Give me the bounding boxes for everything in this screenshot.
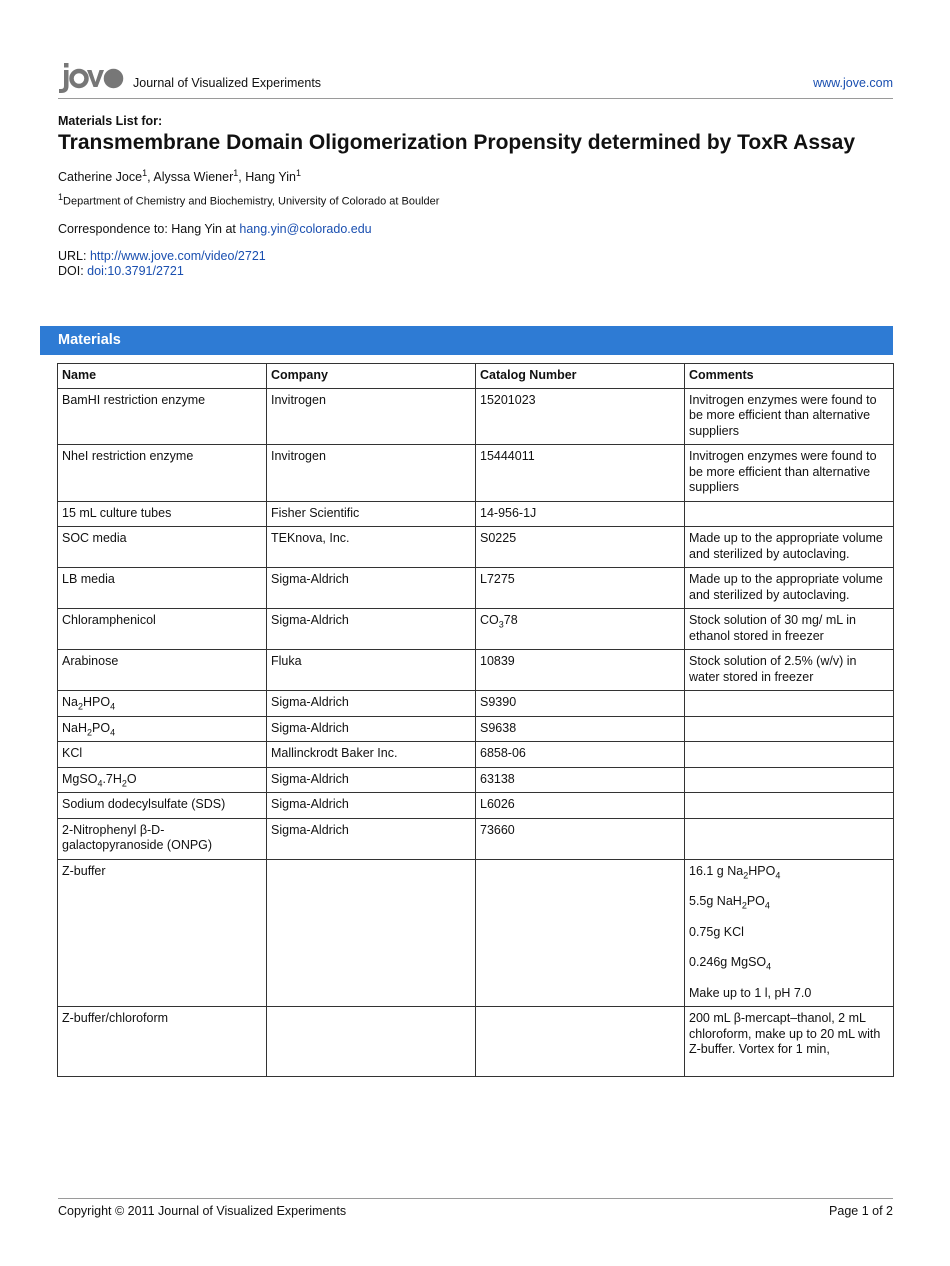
cell-comments	[685, 716, 894, 742]
cell-name: 2-Nitrophenyl β-D-galactopyranoside (ONPG)	[58, 818, 267, 859]
cell-comments: 200 mL β-mercapt–thanol, 2 mL chloroform, make up to 20 mL with Z-buffer. Vortex for 1 min,	[685, 1007, 894, 1077]
cell-company: Sigma-Aldrich	[267, 691, 476, 717]
table-row	[58, 388, 894, 445]
copyright-text: Copyright © 2011 Journal of Visualized Experiments	[58, 1204, 347, 1218]
cell-catalog: 15444011	[476, 445, 685, 502]
affiliation-text: Department of Chemistry and Biochemistry, University of Colorado at Boulder	[63, 195, 440, 208]
cell-catalog: $CO_378$	[476, 609, 685, 650]
url-doi-block	[58, 249, 893, 279]
cell-comments: Invitrogen enzymes were found to be more efficient than alternative suppliers	[685, 388, 894, 445]
cell-company: Invitrogen	[267, 445, 476, 502]
url-label: URL:	[58, 248, 90, 263]
cell-company: Sigma-Aldrich	[267, 716, 476, 742]
cell-catalog: L7275	[476, 568, 685, 609]
cell-name: BamHI restriction enzyme	[58, 388, 267, 445]
journal-name: Journal of Visualized Experiments	[133, 76, 322, 90]
table-row	[58, 742, 894, 768]
cell-catalog: 10839	[476, 650, 685, 691]
cell-comments	[685, 818, 894, 859]
table-header-row	[58, 364, 894, 389]
article-url-link[interactable]: http://www.jove.com/video/2721	[89, 248, 266, 263]
correspondence-label: Correspondence to: Hang Yin at	[58, 221, 240, 236]
page-header	[58, 60, 893, 99]
table-row	[58, 716, 894, 742]
cell-comments: Made up to the appropriate volume and sterilized by autoclaving.	[685, 527, 894, 568]
materials-table	[57, 363, 894, 1077]
table-row	[58, 767, 894, 793]
cell-comments: Stock solution of 2.5% (w/v) in water stored in freezer	[685, 650, 894, 691]
recipe-line: 0.246g MgSO$_4$	[689, 955, 772, 972]
cell-catalog: 73660	[476, 818, 685, 859]
affiliation-mark: 1	[58, 192, 64, 203]
author-affil-mark: 1	[142, 168, 148, 178]
cell-catalog: 63138	[476, 767, 685, 793]
table-row	[58, 818, 894, 859]
cell-name: $NaH_2PO_4$	[58, 716, 267, 742]
cell-comments	[685, 501, 894, 527]
cell-comments	[685, 859, 894, 1007]
cell-company: Sigma-Aldrich	[267, 767, 476, 793]
table-row	[58, 859, 894, 1007]
cell-catalog: S0225	[476, 527, 685, 568]
cell-name: Sodium dodecylsulfate (SDS)	[58, 793, 267, 819]
cell-name: NheI restriction enzyme	[58, 445, 267, 502]
materials-table-wrap	[57, 363, 893, 1056]
page-number: Page 1 of 2	[829, 1204, 893, 1218]
affiliation	[58, 192, 893, 208]
cell-catalog: S9390	[476, 691, 685, 717]
cell-company: Sigma-Aldrich	[267, 568, 476, 609]
cell-company: TEKnova, Inc.	[267, 527, 476, 568]
cell-name: LB media	[58, 568, 267, 609]
column-header-name: Name	[58, 364, 267, 389]
cell-catalog: 15201023	[476, 388, 685, 445]
cell-name: $Na_2HPO_4$	[58, 691, 267, 717]
cell-catalog	[476, 859, 685, 1007]
recipe-line: 0.75g KCl	[689, 924, 744, 939]
cell-catalog: L6026	[476, 793, 685, 819]
cell-catalog	[476, 1007, 685, 1077]
cell-comments	[685, 742, 894, 768]
author-name: Alyssa Wiener	[153, 170, 234, 185]
cell-company	[267, 1007, 476, 1077]
cell-comments: Invitrogen enzymes were found to be more efficient than alternative suppliers	[685, 445, 894, 502]
doi-label: DOI:	[58, 263, 88, 278]
table-row	[58, 1007, 894, 1077]
cell-comments: Made up to the appropriate volume and sterilized by autoclaving.	[685, 568, 894, 609]
cell-name: Chloramphenicol	[58, 609, 267, 650]
table-row	[58, 568, 894, 609]
table-row	[58, 445, 894, 502]
column-header-comments: Comments	[685, 364, 894, 389]
correspondence	[58, 222, 893, 236]
author-name: Hang Yin	[245, 170, 296, 185]
table-row	[58, 691, 894, 717]
cell-company: Fluka	[267, 650, 476, 691]
doi-link[interactable]: doi:10.3791/2721	[87, 263, 184, 278]
cell-name: $MgSO_4.7H_2O$	[58, 767, 267, 793]
column-header-catalog: Catalog Number	[476, 364, 685, 389]
cell-name: SOC media	[58, 527, 267, 568]
table-row	[58, 793, 894, 819]
cell-comments	[685, 793, 894, 819]
document-meta	[58, 114, 893, 279]
cell-comments	[685, 691, 894, 717]
author-name: Catherine Joce	[58, 170, 143, 185]
cell-company: Sigma-Aldrich	[267, 793, 476, 819]
recipe-line: Make up to 1 l, pH 7.0	[689, 985, 812, 1000]
cell-comments: Stock solution of 30 mg/ mL in ethanol stored in freezer	[685, 609, 894, 650]
page-title: Transmembrane Domain Oligomerization Propensity determined by ToxR Assay	[58, 131, 856, 154]
section-title: Materials	[58, 332, 121, 348]
cell-name: 15 mL culture tubes	[58, 501, 267, 527]
cell-company	[267, 859, 476, 1007]
recipe-line: 16.1 g $Na_2HPO_4$	[689, 863, 781, 880]
table-row	[58, 650, 894, 691]
cell-catalog: 14-956-1J	[476, 501, 685, 527]
cell-name: KCl	[58, 742, 267, 768]
cell-comments	[685, 767, 894, 793]
cell-name: Z-buffer	[58, 859, 267, 1007]
cell-company: Mallinckrodt Baker Inc.	[267, 742, 476, 768]
cell-company: Invitrogen	[267, 388, 476, 445]
cell-name: Arabinose	[58, 650, 267, 691]
site-url-link[interactable]: www.jove.com	[813, 76, 893, 90]
cell-name: Z-buffer/chloroform	[58, 1007, 267, 1077]
table-row	[58, 501, 894, 527]
correspondence-email-link[interactable]: hang.yin@colorado.edu	[239, 221, 372, 236]
table-row	[58, 527, 894, 568]
materials-for-label: Materials List for:	[58, 114, 163, 128]
section-header-materials	[40, 326, 893, 355]
author-affil-mark: 1	[233, 168, 239, 178]
cell-catalog: S9638	[476, 716, 685, 742]
page-footer	[58, 1198, 893, 1218]
recipe-line: 5.5g $NaH_2PO_4$	[689, 894, 770, 911]
jove-logo[interactable]	[58, 60, 124, 94]
cell-company: Sigma-Aldrich	[267, 818, 476, 859]
cell-company: Fisher Scientific	[267, 501, 476, 527]
cell-company: Sigma-Aldrich	[267, 609, 476, 650]
cell-catalog: 6858-06	[476, 742, 685, 768]
table-row	[58, 609, 894, 650]
author-list: Catherine Joce$^1$, Alyssa Wiener$^1$, Hang Yin$^1$	[58, 168, 301, 185]
author-affil-mark: 1	[295, 168, 301, 178]
column-header-company: Company	[267, 364, 476, 389]
